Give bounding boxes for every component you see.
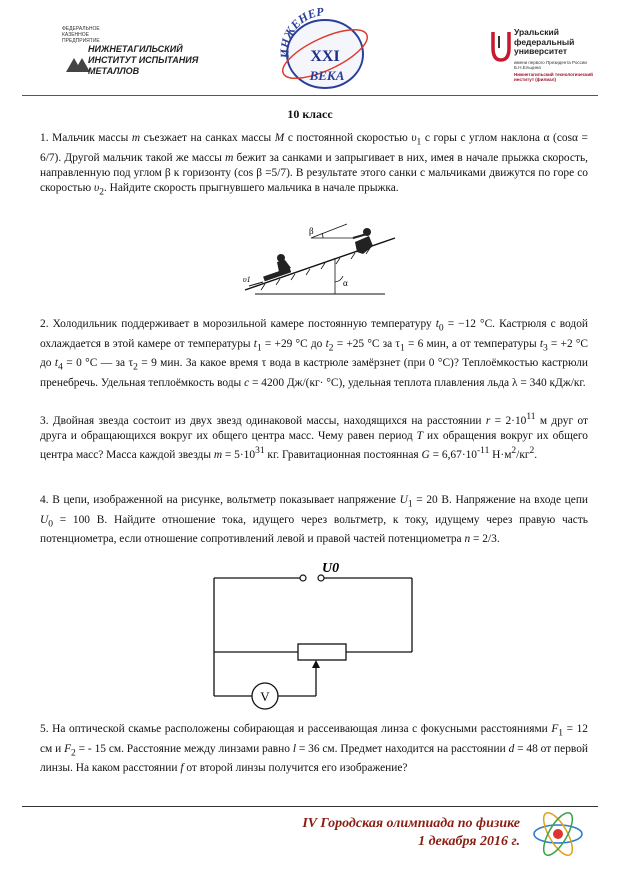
- logo-institute-name: НИЖНЕТАГИЛЬСКИЙ ИНСТИТУТ ИСПЫТАНИЯ МЕТАЛЛОВ: [88, 44, 199, 76]
- circuit-diagram: [200, 560, 430, 720]
- logo-top-text: ИНЖЕНЕР: [277, 6, 325, 59]
- slider-arrow-icon: [312, 660, 320, 668]
- nti-im-logo: [52, 24, 212, 94]
- page-heading: 10 класс: [287, 107, 333, 121]
- problem-2: 2. Холодильник поддерживает в морозильной камере постоянную температуру $t_0 = -12$ °С. Кастрюля с водой охлаждается в этой камере от температуры $t_1 = +29$ °С до $t_2 = +25$ °С за $\tau_1 = 6$ мин, а от температуры $t_3 = +2$ °С до $t_4 = 0$ °С — за $\tau_2 = 9$ мин. За какое время τ вода в кастрюле замёрзнет (при 0 °С)? Теплоёмкостью кастрюли пренебречь. Удельная теплоёмкость воды c = 4200 Дж/(кг· °С), удельная теплота плавления льда λ = 340 кДж/кг.: [40, 318, 589, 389]
- logo-small-text: ФЕДЕРАЛЬНОЕ КАЗЕННОЕ ПРЕДПРИЯТИЕ: [62, 26, 100, 44]
- footer-divider: [22, 806, 598, 807]
- urfu-logo: [488, 24, 608, 94]
- problem-4: 4. В цепи, изображенной на рисунке, вольтметр показывает напряжение $U_1 = 20$ В. Напряжение на входе цепи $U_0 = 100$ В. Найдите отношение тока, идущего через вольтметр, к току, идущему через правую часть потенциометра, если отношение сопротивлений левой и правой частей потенциометра n = 2/3.: [40, 494, 589, 546]
- problem-1: 1. Мальчик массы m съезжает на санках массы M с постоянной скоростью $\upsilon_1$ с горы с углом наклона α (cosα = 6/7). Другой мальчик такой же массы m бежит за санками и запрыгивает в них, имея в начале прыжка скорость, направленную под углом β к горизонту (cos β =5/7). В результате этого санки с мальчиками движутся по горе со скоростью $\upsilon_2$. Найдите скорость прыгнувшего мальчика в начале прыжка.: [40, 132, 588, 198]
- engineer-xxi-logo: [275, 6, 375, 94]
- header-divider: [22, 95, 598, 96]
- slope-sled-figure: [235, 220, 400, 300]
- problem-3: 3. Двойная звезда состоит из двух звезд одинаковой массы, находящихся на расстоянии $r = 2\cdot 10^{11}$ м друг от друга и обращающихся вокруг их общего центра масс. Чему равен период T их обращения вокруг их общего центра масс? Масса каждой звезды $m = 5\cdot 10^{31}$ кг. Гравитационная постоянная $G = 6,67\cdot 10^{-11}$ $Н\cdot м^2/кг^2$.: [40, 412, 589, 462]
- potentiometer: [298, 644, 346, 660]
- urfu-sub2: Нижнетагильский технологический институт (филиал): [514, 72, 593, 82]
- footer-olympiad-title: IV Городская олимпиада по физике: [302, 816, 520, 831]
- logo-bottom-text: ВЕКА: [309, 68, 345, 83]
- beta-label: β: [309, 226, 314, 236]
- voltmeter-label: V: [260, 689, 270, 704]
- urfu-emblem-icon: [490, 30, 512, 62]
- u0-label: U0: [322, 561, 340, 576]
- v1-label: υ1: [243, 275, 251, 284]
- sled-with-boy: [263, 254, 291, 281]
- slope-hatching: [261, 248, 370, 290]
- running-boy: [353, 228, 373, 254]
- urfu-sub1: имени первого Президента России Б.Н.Ельцина: [514, 60, 587, 70]
- alpha-label: α: [343, 278, 348, 288]
- logo-xxi-text: XXI: [310, 48, 340, 65]
- footer-date: 1 декабря 2016 г.: [418, 834, 520, 849]
- alpha-arc: [335, 276, 343, 282]
- problem-5: 5. На оптической скамье расположены собирающая и рассеивающая линза с фокусными расстояниями $F_1 = 12$ см и $F_2$ = - 15 см. Расстояние между линзами равно l = 36 см. Предмет находится на расстоянии d = 48 от первой линзы. На каком расстоянии f от второй линзы получится его изображение?: [40, 723, 588, 775]
- input-terminal-left: [300, 575, 306, 581]
- urfu-subtitle: [514, 60, 604, 82]
- atom-icon: [530, 808, 586, 860]
- urfu-name: Уральский федеральный университет: [514, 27, 575, 56]
- beta-direction: [311, 224, 347, 238]
- nti-im-mark-icon: [66, 58, 90, 72]
- engineer-xxi-emblem-icon: [275, 6, 375, 94]
